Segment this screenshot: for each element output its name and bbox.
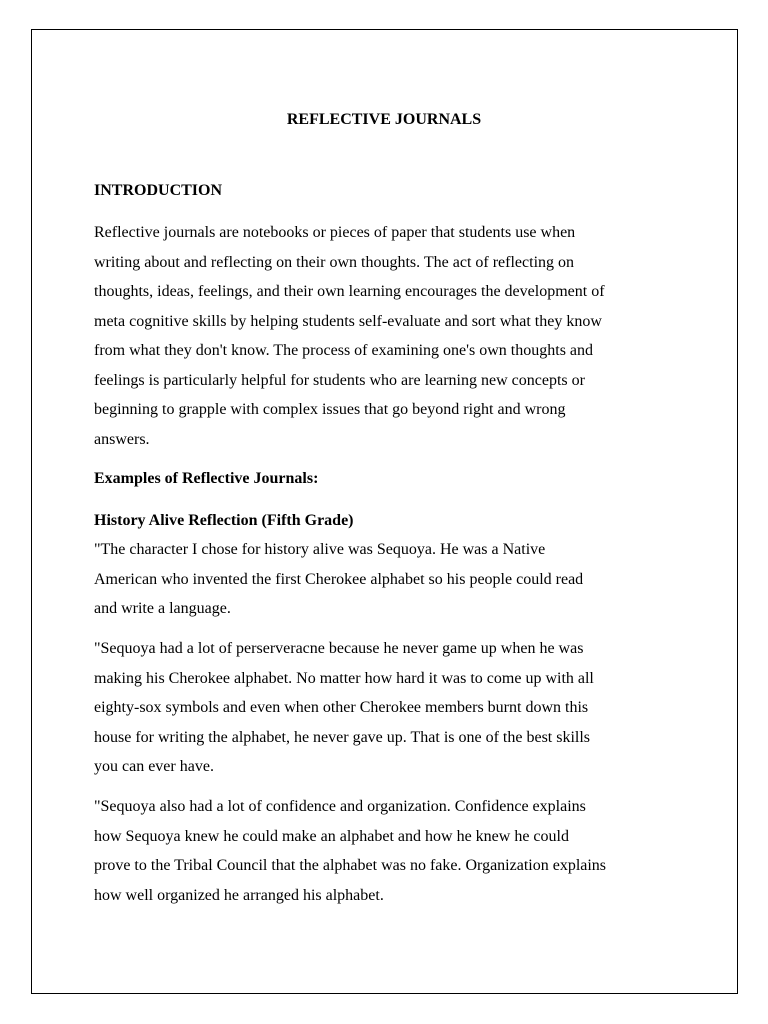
paragraph-line: answers. (94, 430, 150, 448)
example-paragraph-3 (94, 792, 684, 910)
document-page (31, 29, 738, 994)
paragraph-line: and write a language. (94, 600, 231, 617)
paragraph-line: how well organized he arranged his alphabet. (94, 886, 384, 904)
paragraph-line: you can ever have. (94, 758, 214, 775)
paragraph-line: beginning to grapple with complex issues that go beyond right and wrong (94, 401, 566, 418)
paragraph-line: how Sequoya knew he could make an alphabet and how he knew he could (94, 827, 569, 845)
paragraph-line: feelings is particularly helpful for students who are learning new concepts or (94, 371, 585, 389)
paragraph-line: prove to the Tribal Council that the alphabet was no fake. Organization explains (94, 857, 607, 874)
intro-paragraph (94, 218, 684, 454)
paragraph-line: making his Cherokee alphabet. No matter how hard it was to come up with all (94, 669, 594, 687)
paragraph-line: writing about and reflecting on their own thoughts. The act of reflecting on (94, 253, 575, 271)
example-paragraph-1 (94, 535, 684, 624)
paragraph-line: Reflective journals are notebooks or pieces of paper that students use when (94, 224, 576, 241)
paragraph-line: house for writing the alphabet, he never gave up. That is one of the best skills (94, 728, 591, 746)
paragraph-line: "Sequoya had a lot of perserveracne because he never game up when he was (94, 640, 584, 657)
paragraph-line: meta cognitive skills by helping students self-evaluate and sort what they know (94, 312, 602, 330)
example-heading: History Alive Reflection (Fifth Grade) (94, 512, 354, 529)
paragraph-line: "Sequoya also had a lot of confidence and organization. Confidence explains (94, 798, 586, 815)
example-paragraph-2 (94, 634, 684, 782)
paragraph-line: eighty-sox symbols and even when other Cherokee members burnt down this (94, 699, 589, 716)
document-title: REFLECTIVE JOURNALS (286, 111, 482, 128)
paragraph-line: from what they don't know. The process of examining one's own thoughts and (94, 342, 594, 359)
paragraph-line: "The character I chose for history alive was Sequoya. He was a Native (94, 541, 546, 558)
intro-heading: INTRODUCTION (94, 182, 223, 199)
paragraph-line: American who invented the first Cherokee alphabet so his people could read (94, 570, 584, 588)
examples-heading: Examples of Reflective Journals: (94, 470, 319, 487)
paragraph-line: thoughts, ideas, feelings, and their own learning encourages the development of (94, 283, 605, 300)
